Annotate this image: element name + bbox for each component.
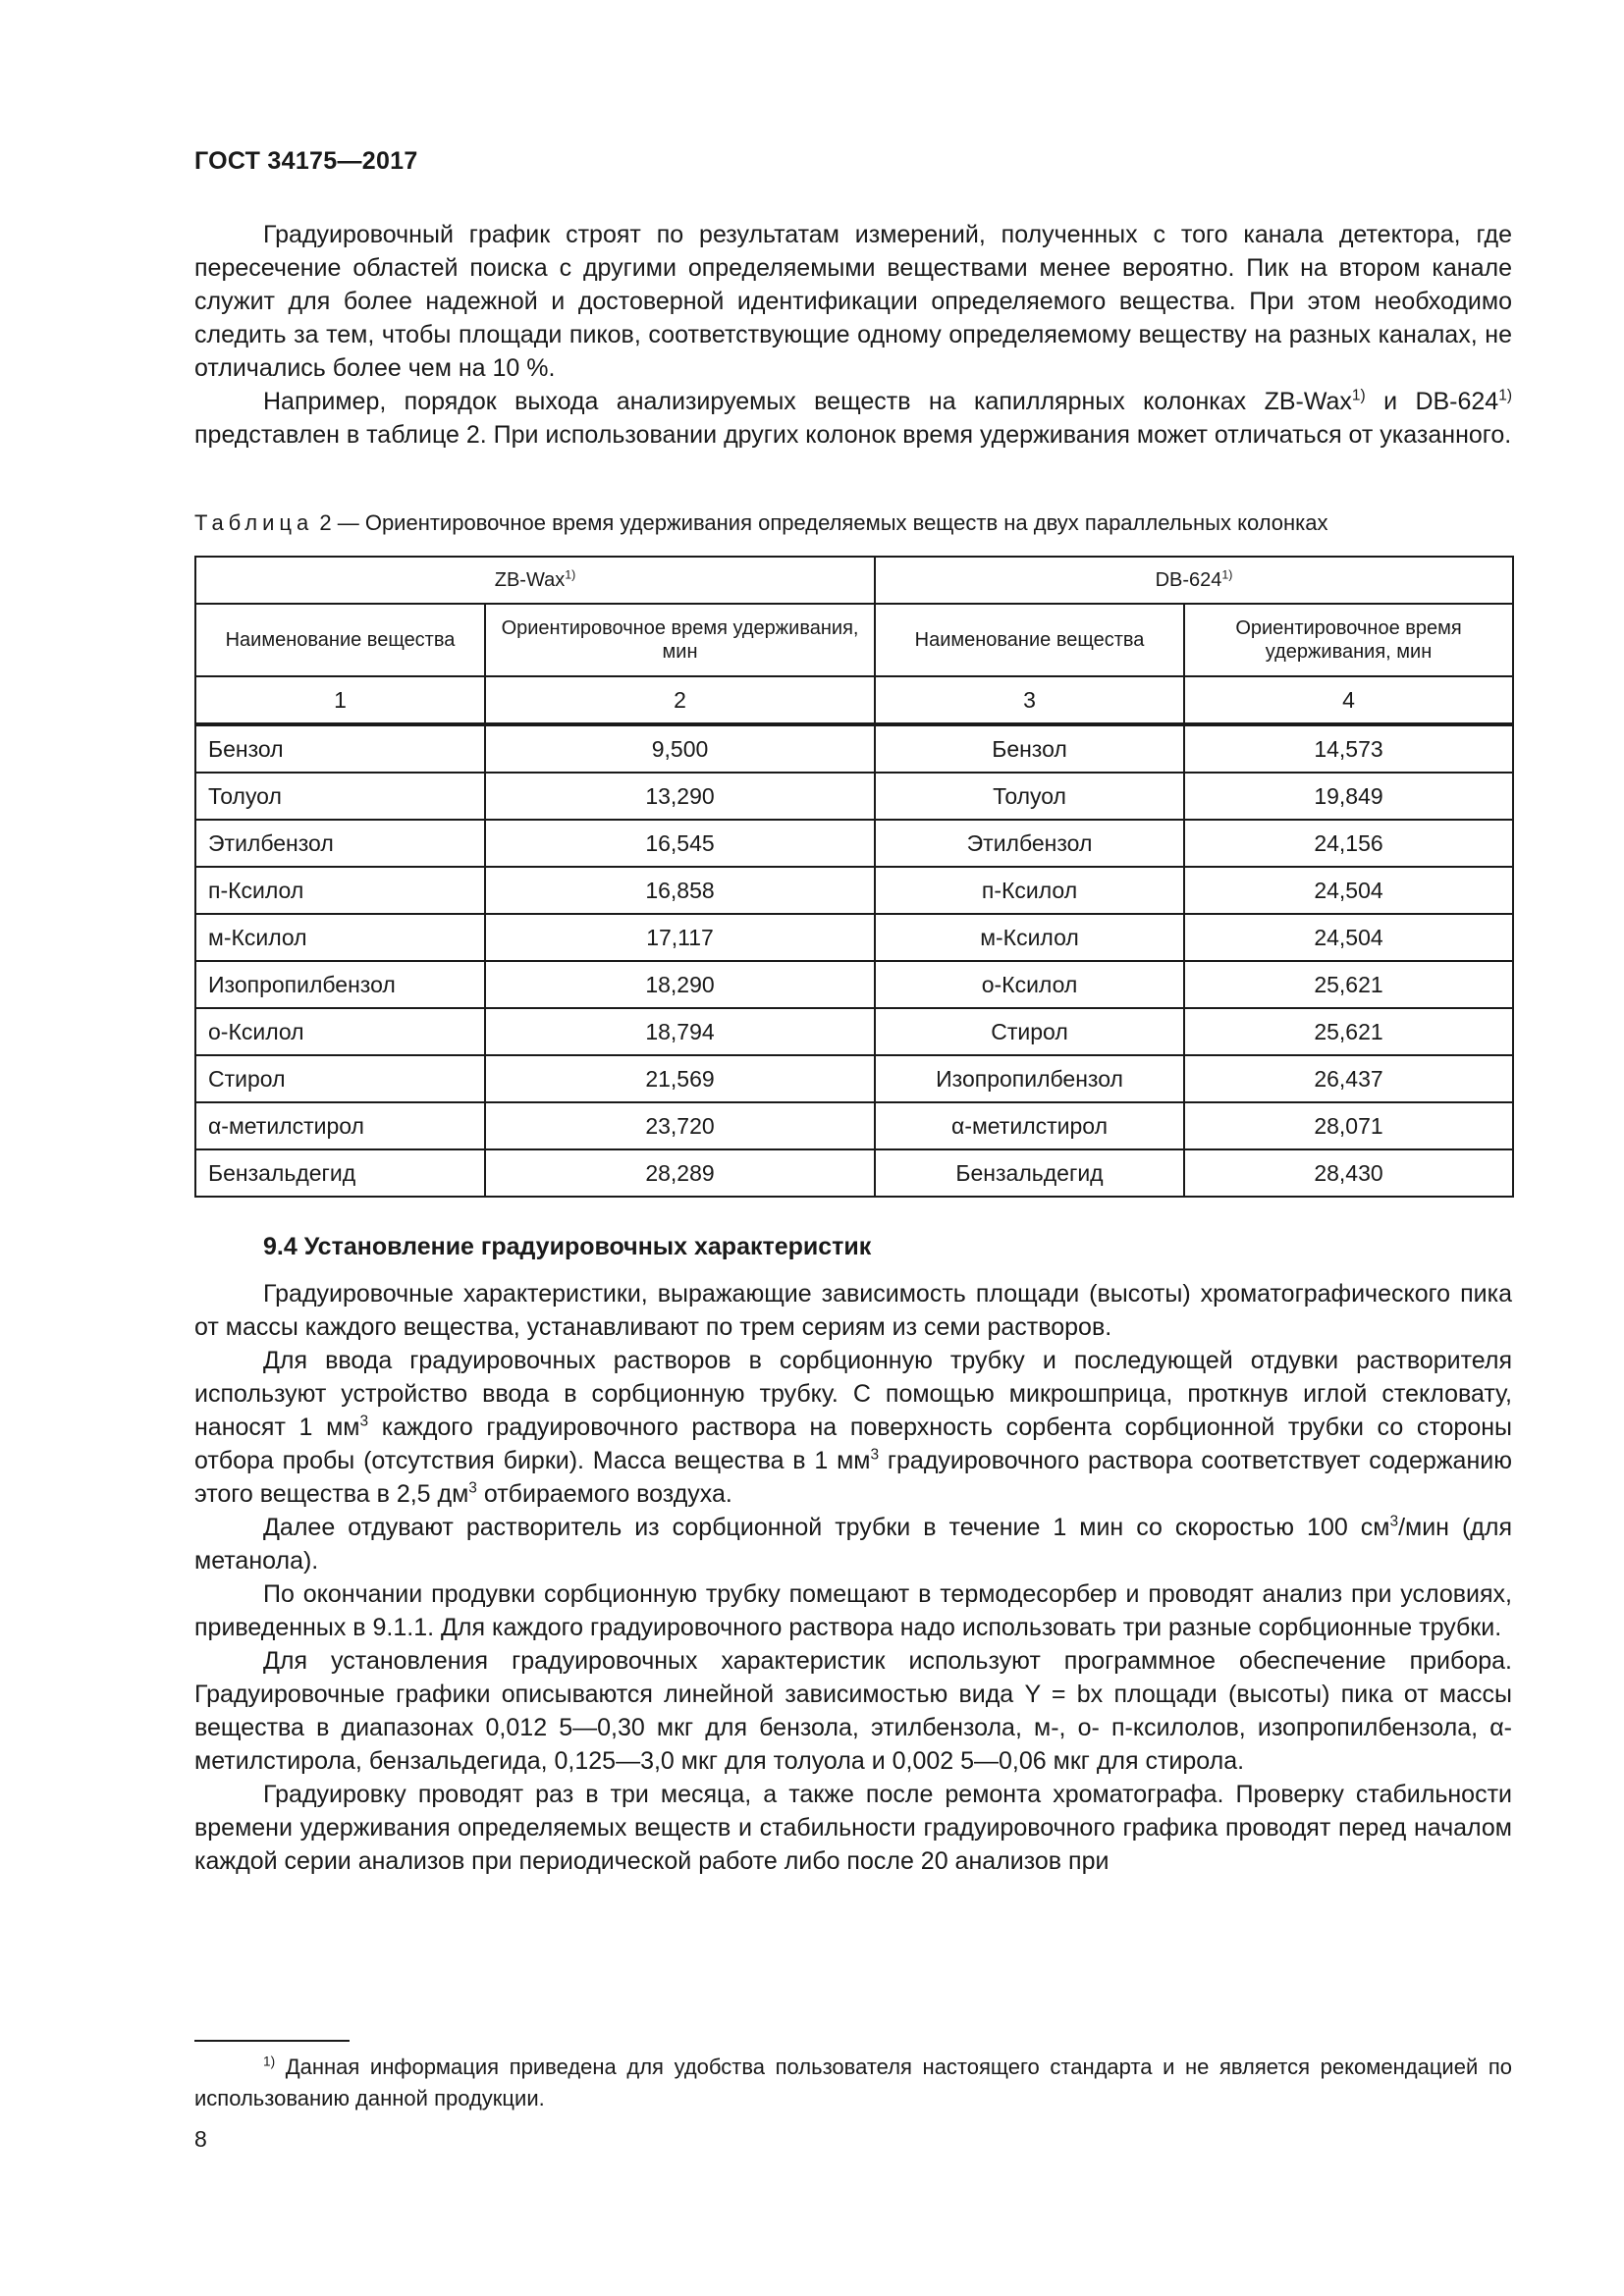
footnote bbox=[194, 2052, 1512, 2114]
table-row bbox=[195, 773, 1513, 820]
table-cell: м-Ксилол bbox=[195, 914, 485, 961]
footnote-marker: 1) bbox=[263, 2054, 276, 2069]
table-row bbox=[195, 914, 1513, 961]
table-row bbox=[195, 724, 1513, 773]
table-column-header-row bbox=[195, 604, 1513, 676]
table-cell: 17,117 bbox=[485, 914, 875, 961]
group-header-zb-wax: ZB-Wax$^{1)}$ bbox=[195, 557, 875, 604]
table-cell: п-Ксилол bbox=[195, 867, 485, 914]
table-cell: 28,430 bbox=[1184, 1149, 1513, 1197]
column-number: 3 bbox=[875, 676, 1184, 724]
table-row bbox=[195, 1102, 1513, 1149]
retention-time-table bbox=[194, 556, 1514, 1198]
section-body bbox=[194, 1277, 1512, 1878]
table-cell: 24,504 bbox=[1184, 867, 1513, 914]
table-cell: 21,569 bbox=[485, 1055, 875, 1102]
table-cell: α-метилстирол bbox=[195, 1102, 485, 1149]
table-cell: 25,621 bbox=[1184, 1008, 1513, 1055]
table-cell: Бензол bbox=[195, 724, 485, 773]
column-number: 4 bbox=[1184, 676, 1513, 724]
table-cell: 25,621 bbox=[1184, 961, 1513, 1008]
table-cell: о-Ксилол bbox=[875, 961, 1184, 1008]
column-header-time: Ориентировочное время удерживания, мин bbox=[485, 604, 875, 676]
table-cell: Этилбензол bbox=[875, 820, 1184, 867]
footnote-divider bbox=[194, 2040, 350, 2042]
table-cell: Толуол bbox=[195, 773, 485, 820]
table-cell: 18,794 bbox=[485, 1008, 875, 1055]
body-paragraph-5: Для установления градуировочных характеристик используют программное обеспечение прибора. Градуировочные графики описываются линейной зависимостью вида Y = bx площади (высоты) пика от массы вещества в диапазонах 0,012 5—0,30 мкг для бензола, этилбензола, м-, о- п-ксилолов, изопропилбензола, α-метилстирола, бензальдегида, 0,125—3,0 мкг для толуола и 0,002 5—0,06 мкг для стирола. bbox=[194, 1647, 1512, 1775]
column-header-time: Ориентировочное время удерживания, мин bbox=[1184, 604, 1513, 676]
intro-text bbox=[194, 218, 1512, 452]
footnote-text: Данная информация приведена для удобства пользователя настоящего стандарта и не является рекомендацией по использованию данной продукции. bbox=[194, 2055, 1512, 2110]
table-row bbox=[195, 1149, 1513, 1197]
body-paragraph-6: Градуировку проводят раз в три месяца, а также после ремонта хроматографа. Проверку стабильности времени удерживания определяемых веществ и стабильности градуировочного графика проводят перед началом каждой серии анализов при периодической работе либо после 20 анализов при bbox=[194, 1781, 1512, 1875]
table-cell: 28,289 bbox=[485, 1149, 875, 1197]
table-caption-label: Таблица bbox=[194, 510, 314, 535]
group-header-db-624: DB-624$^{1)}$ bbox=[875, 557, 1513, 604]
table-cell: 9,500 bbox=[485, 724, 875, 773]
table-cell: п-Ксилол bbox=[875, 867, 1184, 914]
table-row bbox=[195, 820, 1513, 867]
table-cell: 23,720 bbox=[485, 1102, 875, 1149]
body-paragraph-4: По окончании продувки сорбционную трубку помещают в термодесорбер и проводят анализ при условиях, приведенных в 9.1.1. Для каждого градуировочного раствора надо использовать три разные сорбционные трубки. bbox=[194, 1580, 1512, 1641]
body-paragraph-2: Для ввода градуировочных растворов в сорбционную трубку и последующей отдувки растворителя используют устройство ввода в сорбционную трубку. С помощью микрошприца, проткнув иглой стекловату, наносят 1 $мм^3$ каждого градуировочного раствора на поверхность сорбента сорбционной трубки со стороны отбора пробы (отсутствия бирки). Масса вещества в 1 $мм^3$ градуировочного раствора соответствует содержанию этого вещества в 2,5 $дм^3$ отбираемого воздуха. bbox=[194, 1347, 1513, 1508]
table-cell: 13,290 bbox=[485, 773, 875, 820]
table-cell: Стирол bbox=[875, 1008, 1184, 1055]
table-cell: Изопропилбензол bbox=[195, 961, 485, 1008]
table-column-number-row bbox=[195, 676, 1513, 724]
page-number: 8 bbox=[194, 2126, 207, 2152]
table-caption bbox=[194, 510, 1512, 536]
column-number: 2 bbox=[485, 676, 875, 724]
body-paragraph-3: Далее отдувают растворитель из сорбционной трубки в течение 1 мин со скоростью 100 $см^3$/мин (для метанола). bbox=[194, 1513, 1512, 1575]
table-cell: Бензол bbox=[875, 724, 1184, 773]
table-cell: 24,504 bbox=[1184, 914, 1513, 961]
table-cell: Бензальдегид bbox=[195, 1149, 485, 1197]
table-row bbox=[195, 1055, 1513, 1102]
table-cell: м-Ксилол bbox=[875, 914, 1184, 961]
column-number: 1 bbox=[195, 676, 485, 724]
table-cell: Стирол bbox=[195, 1055, 485, 1102]
table-cell: Толуол bbox=[875, 773, 1184, 820]
table-cell: α-метилстирол bbox=[875, 1102, 1184, 1149]
table-cell: Этилбензол bbox=[195, 820, 485, 867]
table-group-header-row bbox=[195, 557, 1513, 604]
column-header-name: Наименование вещества bbox=[195, 604, 485, 676]
table-caption-text: 2 — Ориентировочное время удерживания определяемых веществ на двух параллельных колонках bbox=[313, 510, 1328, 535]
intro-paragraph-2: Например, порядок выхода анализируемых веществ на капиллярных колонках ZB-Wax$^{1)}$ и DB-624$^{1)}$ представлен в таблице 2. При использовании других колонок время удерживания может отличаться от указанного. bbox=[194, 387, 1513, 449]
table-row bbox=[195, 867, 1513, 914]
table-cell: 18,290 bbox=[485, 961, 875, 1008]
table-cell: Изопропилбензол bbox=[875, 1055, 1184, 1102]
column-header-name: Наименование вещества bbox=[875, 604, 1184, 676]
table-row bbox=[195, 961, 1513, 1008]
section-heading: 9.4 Установление градуировочных характеристик bbox=[263, 1233, 872, 1260]
intro-paragraph-1: Градуировочный график строят по результатам измерений, полученных с того канала детектора, где пересечение областей поиска с другими определяемыми веществами менее вероятно. Пик на втором канале служит для более надежной и достоверной идентификации определяемого вещества. При этом необходимо следить за тем, чтобы площади пиков, соответствующие одному определяемому веществу на разных каналах, не отличались более чем на 10 %. bbox=[194, 221, 1512, 382]
table-row bbox=[195, 1008, 1513, 1055]
table-cell: 24,156 bbox=[1184, 820, 1513, 867]
table-cell: о-Ксилол bbox=[195, 1008, 485, 1055]
table-cell: 14,573 bbox=[1184, 724, 1513, 773]
table-cell: 16,545 bbox=[485, 820, 875, 867]
table-cell: Бензальдегид bbox=[875, 1149, 1184, 1197]
table-cell: 28,071 bbox=[1184, 1102, 1513, 1149]
table-cell: 26,437 bbox=[1184, 1055, 1513, 1102]
table-cell: 16,858 bbox=[485, 867, 875, 914]
body-paragraph-1: Градуировочные характеристики, выражающие зависимость площади (высоты) хроматографического пика от массы каждого вещества, устанавливают по трем сериям из семи растворов. bbox=[194, 1280, 1512, 1341]
table-cell: 19,849 bbox=[1184, 773, 1513, 820]
document-header: ГОСТ 34175—2017 bbox=[194, 147, 418, 175]
